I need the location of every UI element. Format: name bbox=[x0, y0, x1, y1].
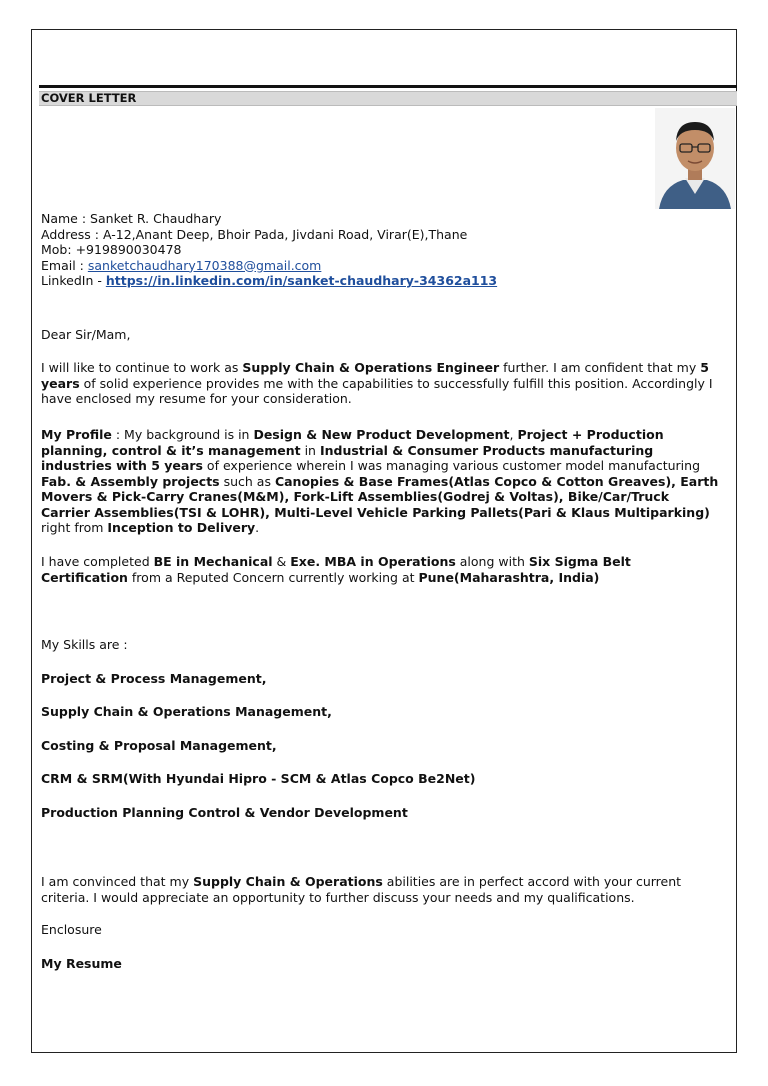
enclosure-item: My Resume bbox=[41, 956, 122, 971]
enclosure-label: Enclosure bbox=[41, 922, 102, 937]
skill-item: Production Planning Control & Vendor Development bbox=[41, 805, 408, 820]
header-title: COVER LETTER bbox=[41, 91, 137, 105]
cover-letter-header bbox=[39, 91, 737, 106]
email-link[interactable]: sanketchaudhary170388@gmail.com bbox=[87, 257, 322, 273]
email-line: Email : sanketchaudhary170388@gmail.com bbox=[41, 257, 322, 273]
profile-photo bbox=[655, 108, 735, 209]
linkedin-link[interactable]: https://in.linkedin.com/in/sanket-chaudhary-34362a113 bbox=[105, 273, 498, 288]
name-line: Name : Sanket R. Chaudhary bbox=[41, 211, 222, 226]
skill-item: Project & Process Management, bbox=[41, 671, 267, 686]
linkedin-line: LinkedIn - https://in.linkedin.com/in/sanket-chaudhary-34362a113 bbox=[41, 273, 498, 288]
mobile-value: +919890030478 bbox=[75, 242, 182, 257]
skills-heading: My Skills are : bbox=[41, 637, 128, 652]
address-value: A-12,Anant Deep, Bhoir Pada, Jivdani Road, Virar(E),Thane bbox=[102, 226, 468, 242]
profile-paragraph: My Profile : My background is in Design & New Product Development, Project + Production planning, control & it’s management in Industrial & Consumer Products manufacturing industries with 5 years of experience wherein I was managing various customer model manufacturing Fab. & Assembly projects such as Canopies & Base Frames(Atlas Copco & Cotton Greaves), Earth Movers & Pick-Carry Cranes(M&M), Fork-Lift Assemblies(Godrej & Voltas), Bike/Car/Truck Carrier Assemblies(TSI & LOHR), Multi-Level Vehicle Parking Pallets(Pari & Klaus Multiparking) right from Inception to Delivery. bbox=[41, 427, 719, 535]
top-rule bbox=[39, 85, 737, 88]
skill-item: Costing & Proposal Management, bbox=[41, 738, 277, 753]
applicant-name: Sanket R. Chaudhary bbox=[90, 211, 222, 226]
mobile-line: Mob: +919890030478 bbox=[41, 242, 182, 257]
skill-item: CRM & SRM(With Hyundai Hipro - SCM & Atlas Copco Be2Net) bbox=[41, 771, 476, 786]
intro-paragraph: I will like to continue to work as Supply Chain & Operations Engineer further. I am confident that my 5 years of solid experience provides me with the capabilities to successfully fulfill this position. Accordingly I have enclosed my resume for your consideration. bbox=[41, 360, 713, 406]
salutation: Dear Sir/Mam, bbox=[41, 327, 131, 342]
address-line: Address : A-12,Anant Deep, Bhoir Pada, Jivdani Road, Virar(E),Thane bbox=[41, 226, 468, 242]
contact-block bbox=[41, 211, 721, 289]
education-paragraph: I have completed BE in Mechanical & Exe. MBA in Operations along with Six Sigma Belt Certification from a Reputed Concern currently working at Pune(Maharashtra, India) bbox=[41, 554, 631, 585]
closing-paragraph: I am convinced that my Supply Chain & Operations abilities are in perfect accord with your current criteria. I would appreciate an opportunity to further discuss your needs and my qualifications. bbox=[41, 874, 682, 905]
skill-item: Supply Chain & Operations Management, bbox=[41, 704, 332, 719]
